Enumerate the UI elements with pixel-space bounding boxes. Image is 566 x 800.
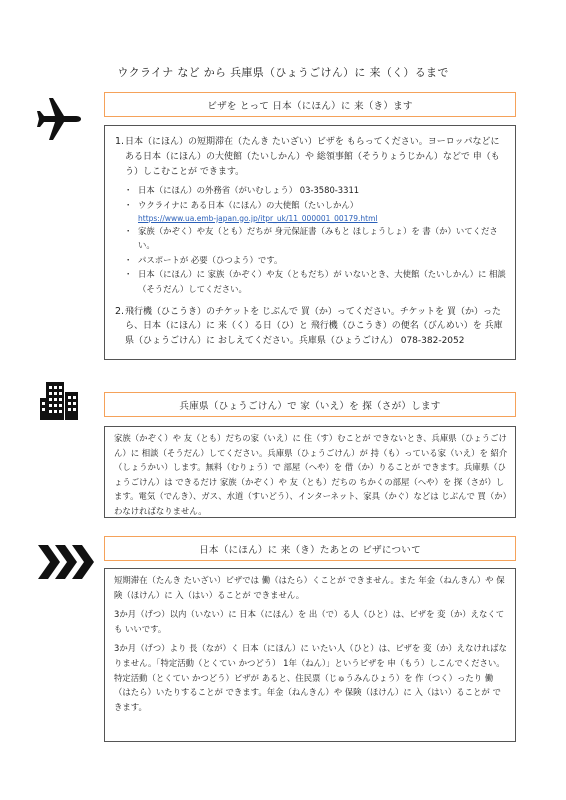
requirements-list xyxy=(115,183,506,296)
page-title: ウクライナ など から 兵庫県（ひょうごけん）に 来（く）るまで xyxy=(117,66,449,79)
section-header-after-arrival: 日本（にほん）に 来（き）たあとの ビザについて xyxy=(104,536,516,561)
list-item: ・ 日本（にほん）の外務省（がいむしょう） 03-3580-3311 xyxy=(124,185,360,196)
embassy-link-row[interactable] xyxy=(124,213,506,224)
list-item: ・ 家族（かぞく）や友（とも）だちが 身元保証書（みもと ほしょうしょ）を 書（か）いてください。 xyxy=(124,225,498,251)
paragraph: 3か月（げつ）より 長（なが）く 日本（にほん）に いたい人（ひと）は、ビザを 変（か）えなければなりません。「特定活動（とくてい かつどう） 1年（ねん）」というビザを 申（もう）しこんでください。特定活動（とくてい かつどう）ビザが あると、住民票（じゅうみんひょう）を 作（つく）ったり 働（はたら）いたりすることが できます。年金（ねんきん）や 保険（ほけん）に 入（はい）ることが できます。 xyxy=(114,643,507,712)
housing-text: 家族（かぞく）や 友（とも）だちの家（いえ）に 住（す）むことが できないとき、兵庫県（ひょうごけん）に 相談（そうだん）してください。兵庫県（ひょうごけん）が 持（も）っている家（いえ）を 紹介（しょうかい）します。無料（むりょう）で 部屋（へや）を 借（か）りることが できます。兵庫県（ひょうごけん）は できるだけ 家族（かぞく）や 友（とも）だちの ちかくの部屋（へや）を 探（さが）します。電気（でんき）、ガス、水道（すいどう）、インターネット、家具（かぐ）などは じぶんで 買（か）わなければなりません。 xyxy=(114,433,508,516)
step-2 xyxy=(115,305,506,349)
housing-info-box xyxy=(104,426,516,518)
paragraph: 3か月（げつ）以内（いない）に 日本（にほん）を 出（で）る人（ひと）は、ビザを 変（か）えなくても いいです。 xyxy=(114,609,505,634)
visa-after-arrival-box xyxy=(104,568,516,742)
step-number: 2. xyxy=(115,305,125,317)
step-1 xyxy=(115,135,506,179)
step-text: 日本（にほん）の短期滞在（たんき たいざい）ビザを もらってください。ヨーロッパなどに ある日本（にほん）の大使館（たいしかん）や 総領事館（そうりょうじかん）などで 申（もう）しこむことが できます。 xyxy=(125,137,500,177)
embassy-link[interactable]: https://www.ua.emb-japan.go.jp/itpr_uk/11_000001_00179.html xyxy=(138,213,378,223)
list-item: ・ ウクライナに ある日本（にほん）の大使館（たいしかん） xyxy=(124,199,359,210)
step-number: 1. xyxy=(115,136,125,147)
chevrons-right-icon xyxy=(36,541,94,583)
paragraph: 短期滞在（たんき たいざい）ビザでは 働（はたら）くことが できません。また 年金（ねんきん）や 保険（ほけん）に 入（はい）ることが できません。 xyxy=(114,575,505,600)
list-item: ・ パスポートが 必要（ひつよう）です。 xyxy=(124,254,283,265)
airplane-icon xyxy=(36,95,82,143)
section-header-visa: ビザを とって 日本（にほん）に 来（き）ます xyxy=(104,92,516,117)
list-item: ・ 日本（にほん）に 家族（かぞく）や友（ともだち）が いないとき、大使館（たいしかん）に 相談（そうだん）してください。 xyxy=(124,269,506,294)
visa-info-box xyxy=(104,125,516,360)
section-header-housing: 兵庫県（ひょうごけん）で 家（いえ）を 探（さが）します xyxy=(104,392,516,417)
buildings-icon xyxy=(38,378,82,422)
step-text: 飛行機（ひこうき）のチケットを じぶんで 買（か）ってください。チケットを 買（か）ったら、日本（にほん）に 来（く）る日（ひ）と 飛行機（ひこうき）の便名（びんめい）を 兵庫県（ひょうごけん）に おしえてください。兵庫県（ひょうごけん） 078-382-2052 xyxy=(125,306,503,347)
